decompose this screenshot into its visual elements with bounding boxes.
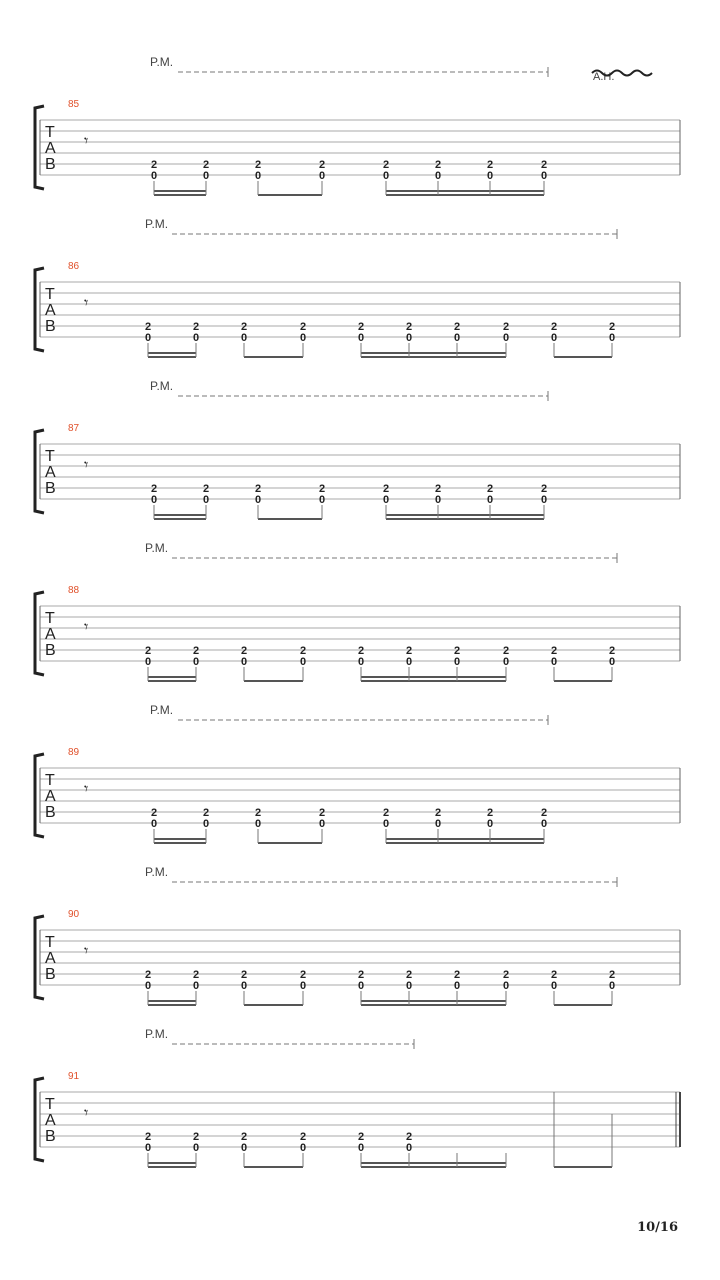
fret-number: 0 <box>540 494 548 506</box>
fret-number: 2 <box>405 1131 413 1143</box>
fret-number: 2 <box>202 807 210 819</box>
fret-number: 2 <box>486 807 494 819</box>
fret-number: 0 <box>434 494 442 506</box>
fret-number: 2 <box>550 321 558 333</box>
fret-number: 2 <box>254 159 262 171</box>
fret-number: 0 <box>550 980 558 992</box>
fret-number: 0 <box>382 170 390 182</box>
fret-number: 0 <box>192 1142 200 1154</box>
tab-clef-a: A <box>45 464 56 481</box>
fret-number: 2 <box>357 1131 365 1143</box>
fret-number: 2 <box>453 969 461 981</box>
fret-number: 0 <box>357 1142 365 1154</box>
fret-number: 0 <box>318 170 326 182</box>
fret-number: 2 <box>240 1131 248 1143</box>
fret-number: 0 <box>453 656 461 668</box>
tab-clef-t: T <box>45 1096 55 1113</box>
fret-number: 0 <box>502 332 510 344</box>
fret-number: 2 <box>550 645 558 657</box>
fret-number: 0 <box>540 170 548 182</box>
fret-number: 0 <box>254 494 262 506</box>
fret-number: 0 <box>608 980 616 992</box>
fret-number: 2 <box>144 321 152 333</box>
eighth-rest: 𝄾 <box>84 619 89 636</box>
fret-number: 2 <box>382 807 390 819</box>
fret-number: 2 <box>540 159 548 171</box>
tab-clef-b: B <box>45 804 56 821</box>
fret-number: 0 <box>192 980 200 992</box>
palm-mute-label: P.M. <box>150 55 174 69</box>
tab-clef-a: A <box>45 302 56 319</box>
fret-number: 2 <box>192 645 200 657</box>
fret-number: 2 <box>254 483 262 495</box>
palm-mute-label: P.M. <box>150 703 174 717</box>
tab-clef-b: B <box>45 156 56 173</box>
fret-number: 2 <box>299 645 307 657</box>
fret-number: 0 <box>299 656 307 668</box>
fret-number: 0 <box>299 1142 307 1154</box>
fret-number: 2 <box>357 645 365 657</box>
measure-number: 91 <box>68 1071 80 1082</box>
fret-number: 0 <box>434 818 442 830</box>
fret-number: 2 <box>405 645 413 657</box>
measure-number: 89 <box>68 747 80 758</box>
fret-number: 0 <box>382 494 390 506</box>
fret-number: 0 <box>240 1142 248 1154</box>
fret-number: 0 <box>608 332 616 344</box>
fret-number: 0 <box>202 494 210 506</box>
tab-clef-t: T <box>45 934 55 951</box>
fret-number: 2 <box>434 483 442 495</box>
tab-clef-b: B <box>45 1128 56 1145</box>
fret-number: 0 <box>240 656 248 668</box>
fret-number: 0 <box>486 494 494 506</box>
measure-number: 90 <box>68 909 80 920</box>
fret-number: 2 <box>608 645 616 657</box>
measure-number: 88 <box>68 585 80 596</box>
fret-number: 0 <box>144 1142 152 1154</box>
fret-number: 0 <box>608 656 616 668</box>
fret-number: 0 <box>254 818 262 830</box>
fret-number: 0 <box>550 656 558 668</box>
measure-number: 85 <box>68 99 80 110</box>
fret-number: 0 <box>318 818 326 830</box>
tab-clef-a: A <box>45 626 56 643</box>
fret-number: 2 <box>453 321 461 333</box>
fret-number: 2 <box>502 645 510 657</box>
palm-mute-label: P.M. <box>150 379 174 393</box>
artificial-harmonic-label: A.H. <box>593 71 615 83</box>
fret-number: 0 <box>453 980 461 992</box>
measure-number: 86 <box>68 261 80 272</box>
fret-number: 2 <box>202 483 210 495</box>
fret-number: 0 <box>405 656 413 668</box>
fret-number: 2 <box>318 483 326 495</box>
tab-clef-a: A <box>45 950 56 967</box>
fret-number: 2 <box>502 321 510 333</box>
fret-number: 0 <box>192 656 200 668</box>
fret-number: 2 <box>382 159 390 171</box>
fret-number: 0 <box>357 656 365 668</box>
tab-clef-t: T <box>45 124 55 141</box>
fret-number: 0 <box>502 980 510 992</box>
fret-number: 2 <box>299 969 307 981</box>
fret-number: 2 <box>382 483 390 495</box>
fret-number: 2 <box>192 1131 200 1143</box>
tab-clef-a: A <box>45 788 56 805</box>
fret-number: 2 <box>405 969 413 981</box>
fret-number: 2 <box>318 807 326 819</box>
fret-number: 2 <box>486 483 494 495</box>
fret-number: 2 <box>144 1131 152 1143</box>
fret-number: 2 <box>299 1131 307 1143</box>
fret-number: 0 <box>434 170 442 182</box>
fret-number: 0 <box>405 1142 413 1154</box>
palm-mute-label: P.M. <box>145 217 169 231</box>
fret-number: 2 <box>608 969 616 981</box>
fret-number: 2 <box>434 807 442 819</box>
fret-number: 0 <box>405 980 413 992</box>
fret-number: 2 <box>144 969 152 981</box>
tab-clef-t: T <box>45 286 55 303</box>
fret-number: 2 <box>254 807 262 819</box>
fret-number: 2 <box>144 645 152 657</box>
fret-number: 2 <box>150 483 158 495</box>
tab-clef-t: T <box>45 610 55 627</box>
fret-number: 0 <box>405 332 413 344</box>
fret-number: 0 <box>299 980 307 992</box>
fret-number: 2 <box>357 321 365 333</box>
fret-number: 0 <box>150 494 158 506</box>
palm-mute-label: P.M. <box>145 865 169 879</box>
tab-clef-b: B <box>45 318 56 335</box>
eighth-rest: 𝄾 <box>84 457 89 474</box>
fret-number: 2 <box>150 159 158 171</box>
fret-number: 2 <box>202 159 210 171</box>
fret-number: 2 <box>405 321 413 333</box>
fret-number: 2 <box>608 321 616 333</box>
fret-number: 0 <box>299 332 307 344</box>
eighth-rest: 𝄾 <box>84 781 89 798</box>
fret-number: 0 <box>240 980 248 992</box>
fret-number: 0 <box>502 656 510 668</box>
tab-clef-a: A <box>45 1112 56 1129</box>
fret-number: 2 <box>502 969 510 981</box>
fret-number: 2 <box>192 969 200 981</box>
fret-number: 0 <box>254 170 262 182</box>
fret-number: 0 <box>357 332 365 344</box>
fret-number: 0 <box>202 818 210 830</box>
fret-number: 2 <box>357 969 365 981</box>
fret-number: 0 <box>357 980 365 992</box>
page-number: 10/16 <box>637 1220 678 1235</box>
fret-number: 2 <box>299 321 307 333</box>
measure-number: 87 <box>68 423 80 434</box>
fret-number: 0 <box>144 332 152 344</box>
fret-number: 2 <box>240 645 248 657</box>
fret-number: 0 <box>240 332 248 344</box>
fret-number: 0 <box>486 170 494 182</box>
eighth-rest: 𝄾 <box>84 1105 89 1122</box>
fret-number: 0 <box>150 170 158 182</box>
tab-clef-b: B <box>45 642 56 659</box>
eighth-rest: 𝄾 <box>84 943 89 960</box>
fret-number: 2 <box>192 321 200 333</box>
fret-number: 0 <box>550 332 558 344</box>
fret-number: 2 <box>540 807 548 819</box>
fret-number: 2 <box>150 807 158 819</box>
tab-clef-t: T <box>45 772 55 789</box>
fret-number: 0 <box>144 980 152 992</box>
fret-number: 2 <box>540 483 548 495</box>
tab-clef-t: T <box>45 448 55 465</box>
fret-number: 2 <box>318 159 326 171</box>
fret-number: 2 <box>240 969 248 981</box>
palm-mute-label: P.M. <box>145 1027 169 1041</box>
fret-number: 0 <box>318 494 326 506</box>
palm-mute-label: P.M. <box>145 541 169 555</box>
fret-number: 0 <box>486 818 494 830</box>
eighth-rest: 𝄾 <box>84 295 89 312</box>
fret-number: 0 <box>192 332 200 344</box>
fret-number: 2 <box>240 321 248 333</box>
eighth-rest: 𝄾 <box>84 133 89 150</box>
fret-number: 2 <box>550 969 558 981</box>
fret-number: 0 <box>382 818 390 830</box>
fret-number: 0 <box>540 818 548 830</box>
tab-clef-b: B <box>45 480 56 497</box>
fret-number: 2 <box>453 645 461 657</box>
tab-clef-b: B <box>45 966 56 983</box>
fret-number: 2 <box>486 159 494 171</box>
tab-clef-a: A <box>45 140 56 157</box>
fret-number: 0 <box>144 656 152 668</box>
fret-number: 2 <box>434 159 442 171</box>
fret-number: 0 <box>150 818 158 830</box>
fret-number: 0 <box>453 332 461 344</box>
fret-number: 0 <box>202 170 210 182</box>
